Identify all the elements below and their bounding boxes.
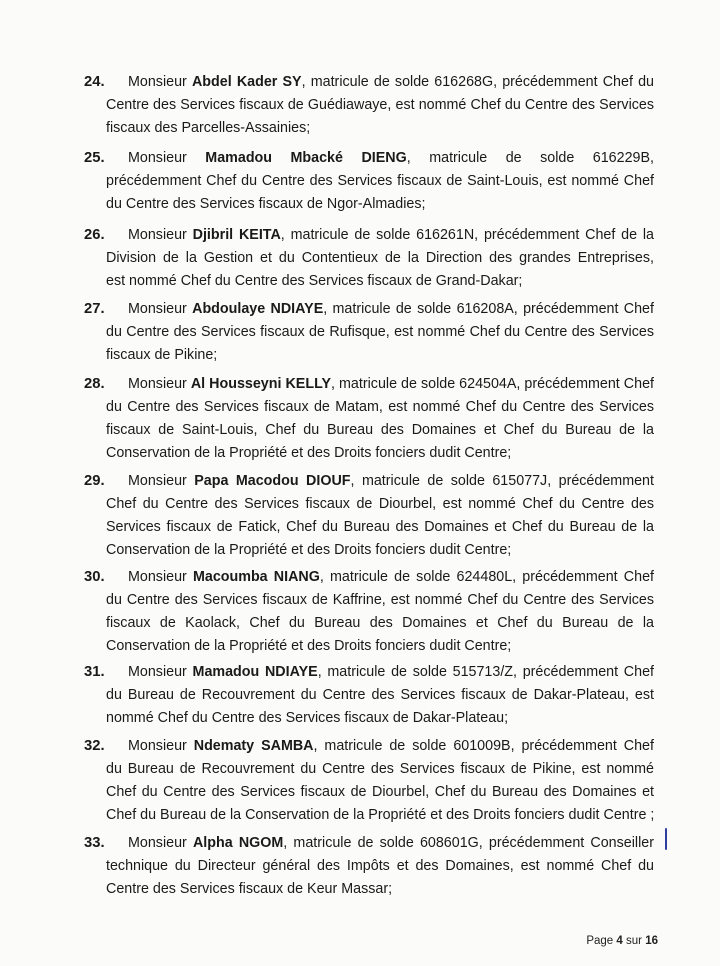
entry-line: Conservation de la Propriété et des Droits fonciers dudit Centre; bbox=[106, 445, 512, 461]
person-name: Djibril KEITA bbox=[192, 227, 281, 243]
entry-24 bbox=[84, 71, 654, 140]
person-name: Abdoulaye NDIAYE bbox=[192, 301, 324, 317]
entry-number: 26. bbox=[84, 227, 105, 243]
entry-line: Centre des Services fiscaux de Guédiawaye, est nommé Chef du Centre des Services bbox=[106, 97, 654, 113]
entry-number: 25. bbox=[84, 150, 105, 166]
entry-line: Services fiscaux de Fatick, Chef du Bureau des Domaines et Chef du Bureau de la bbox=[106, 519, 654, 535]
entry-first-line: 26. Monsieur Djibril KEITA, matricule de solde 616261N, précédemment Chef de la bbox=[84, 224, 654, 247]
entry-line: Chef du Bureau de la Conservation de la Propriété et des Droits fonciers dudit Centre ; bbox=[106, 807, 655, 823]
entry-line: du Bureau de Recouvrement du Centre des Services fiscaux de Pikine, est nommé bbox=[106, 761, 654, 777]
entry-line: du Centre des Services fiscaux de Matam, est nommé Chef du Centre des Services bbox=[106, 399, 654, 415]
entry-line: Division de la Gestion et du Contentieux de la Direction des grandes Entreprises, bbox=[106, 250, 654, 266]
entry-27 bbox=[84, 298, 654, 367]
current-page-number: 4 bbox=[616, 935, 623, 947]
person-name: Macoumba NIANG bbox=[192, 569, 320, 585]
entry-line: fiscaux de Kaolack, Chef du Bureau des Domaines et Chef du Bureau de la bbox=[106, 615, 654, 631]
entry-line: Chef du Centre des Services fiscaux de Diourbel, Chef du Bureau des Domaines et bbox=[106, 784, 654, 800]
entry-line: Chef du Centre des Services fiscaux de Diourbel, est nommé Chef du Centre des bbox=[106, 496, 654, 512]
person-name: Alpha NGOM bbox=[192, 835, 284, 851]
entry-line: Conservation de la Propriété et des Droits fonciers dudit Centre; bbox=[106, 638, 512, 654]
entry-line: fiscaux des Parcelles-Assainies; bbox=[106, 120, 311, 136]
page-footer bbox=[586, 935, 658, 947]
entry-number: 31. bbox=[84, 664, 105, 680]
entry-line: fiscaux de Saint-Louis, Chef du Bureau des Domaines et Chef du Bureau de la bbox=[106, 422, 654, 438]
entry-line: du Centre des Services fiscaux de Kaffrine, est nommé Chef du Centre des Services bbox=[106, 592, 654, 608]
entry-first-line: 30. Monsieur Macoumba NIANG, matricule de solde 624480L, précédemment Chef bbox=[84, 566, 654, 589]
entry-line: est nommé Chef du Centre des Services fiscaux de Grand-Dakar; bbox=[106, 273, 523, 289]
entry-29 bbox=[84, 470, 654, 562]
entry-line: précédemment Chef du Centre des Services fiscaux de Saint-Louis, est nommé Chef bbox=[106, 173, 654, 189]
person-name: Papa Macodou DIOUF bbox=[194, 473, 351, 489]
person-name: Ndematy SAMBA bbox=[193, 738, 314, 754]
entry-25 bbox=[84, 147, 654, 216]
person-name: Abdel Kader SY bbox=[191, 74, 302, 90]
person-name: Al Housseyni KELLY bbox=[190, 376, 332, 392]
entry-number: 30. bbox=[84, 569, 105, 585]
entry-line: du Centre des Services fiscaux de Ngor-Almadies; bbox=[106, 196, 426, 212]
entry-number: 33. bbox=[84, 835, 105, 851]
entry-number: 27. bbox=[84, 301, 105, 317]
entry-first-line: 25. Monsieur Mamadou Mbacké DIENG, matricule de solde 616229B, bbox=[84, 147, 654, 170]
entry-28 bbox=[84, 373, 654, 465]
entry-line: technique du Directeur général des Impôts et des Domaines, est nommé Chef du bbox=[106, 858, 654, 874]
entry-line: nommé Chef du Centre des Services fiscaux de Dakar-Plateau; bbox=[106, 710, 509, 726]
entry-26 bbox=[84, 224, 654, 293]
total-page-count: 16 bbox=[645, 935, 658, 947]
entry-line: Conservation de la Propriété et des Droits fonciers dudit Centre; bbox=[106, 542, 512, 558]
entry-first-line: 33. Monsieur Alpha NGOM, matricule de solde 608601G, précédemment Conseiller bbox=[84, 832, 654, 855]
person-name: Mamadou NDIAYE bbox=[192, 664, 318, 680]
entry-first-line: 24. Monsieur Abdel Kader SY, matricule de solde 616268G, précédemment Chef du bbox=[84, 71, 654, 94]
entry-line: fiscaux de Pikine; bbox=[106, 347, 218, 363]
entry-number: 29. bbox=[84, 473, 105, 489]
entry-line: du Bureau de Recouvrement du Centre des Services fiscaux de Dakar-Plateau, est bbox=[106, 687, 654, 703]
entry-line: du Centre des Services fiscaux de Rufisque, est nommé Chef du Centre des Services bbox=[106, 324, 654, 340]
pen-margin-mark bbox=[665, 828, 667, 850]
person-name: Mamadou Mbacké DIENG bbox=[205, 150, 407, 166]
entry-31 bbox=[84, 661, 654, 730]
entry-first-line: 32. Monsieur Ndematy SAMBA, matricule de solde 601009B, précédemment Chef bbox=[84, 735, 654, 758]
entry-number: 28. bbox=[84, 376, 105, 392]
entry-first-line: 28. Monsieur Al Housseyni KELLY, matricule de solde 624504A, précédemment Chef bbox=[84, 373, 654, 396]
entry-32 bbox=[84, 735, 654, 827]
entry-first-line: 31. Monsieur Mamadou NDIAYE, matricule de solde 515713/Z, précédemment Chef bbox=[84, 661, 654, 684]
entry-line: Centre des Services fiscaux de Keur Massar; bbox=[106, 881, 393, 897]
entry-number: 32. bbox=[84, 738, 105, 754]
entry-30 bbox=[84, 566, 654, 658]
entry-33 bbox=[84, 832, 654, 901]
footer-sur-label: sur bbox=[626, 935, 642, 947]
entry-first-line: 27. Monsieur Abdoulaye NDIAYE, matricule de solde 616208A, précédemment Chef bbox=[84, 298, 654, 321]
entry-number: 24. bbox=[84, 74, 105, 90]
footer-page-label: Page bbox=[586, 935, 614, 947]
entry-first-line: 29. Monsieur Papa Macodou DIOUF, matricule de solde 615077J, précédemment bbox=[84, 470, 654, 493]
